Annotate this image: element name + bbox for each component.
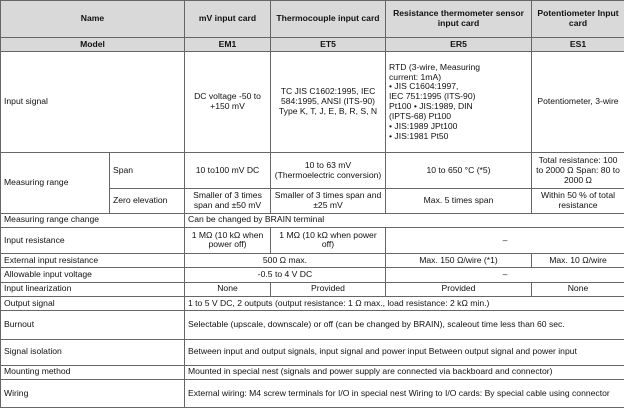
zero-elevation-es1: Within 50 % of total resistance xyxy=(532,189,624,214)
span-row xyxy=(1,153,624,189)
external-input-resistance-es1: Max. 10 Ω/wire xyxy=(532,253,624,267)
allowable-input-voltage-rest: – xyxy=(386,268,624,282)
signal-isolation-row xyxy=(1,340,624,366)
rtd-line: Pt100 • JIS:1989, DIN xyxy=(389,101,473,112)
input-linearization-es1: None xyxy=(532,282,624,296)
input-resistance-row xyxy=(1,228,624,254)
wiring-label: Wiring xyxy=(1,380,185,408)
zero-elevation-em1: Smaller of 3 times span and ±50 mV xyxy=(185,189,271,214)
input-signal-em1: DC voltage -50 to +150 mV xyxy=(185,52,271,153)
model-row xyxy=(1,38,624,52)
input-signal-et5: TC JIS C1602:1995, IEC 584:1995, ANSI (ITS-90) Type K, T, J, E, B, R, S, N xyxy=(271,52,386,153)
span-et5: 10 to 63 mV (Thermoelectric conversion) xyxy=(271,153,386,189)
output-signal-value: 1 to 5 V DC, 2 outputs (output resistance: 1 Ω max., load resistance: 2 kΩ min.) xyxy=(185,296,624,310)
model-er5: ER5 xyxy=(386,38,532,52)
input-signal-er5 xyxy=(386,52,532,153)
zero-elevation-label: Zero elevation xyxy=(110,189,185,214)
burnout-row xyxy=(1,311,624,340)
input-signal-row xyxy=(1,52,624,153)
model-es1: ES1 xyxy=(532,38,624,52)
allowable-input-voltage-label: Allowable input voltage xyxy=(1,268,185,282)
rtd-line: (IPTS-68) Pt100 xyxy=(389,111,452,122)
measuring-range-change-value: Can be changed by BRAIN terminal xyxy=(185,213,624,227)
rtd-line: • JIS:1989 JPt100 xyxy=(389,120,458,131)
burnout-value: Selectable (upscale, downscale) or off (can be changed by BRAIN), scaleout time less than 60 sec. xyxy=(185,311,624,340)
measuring-range-label: Measuring range xyxy=(1,153,110,214)
rtd-line: • JIS C1604:1997, xyxy=(389,81,459,92)
input-linearization-et5: Provided xyxy=(271,282,386,296)
input-resistance-et5: 1 MΩ (10 kΩ when power off) xyxy=(271,228,386,254)
burnout-label: Burnout xyxy=(1,311,185,340)
input-signal-es1: Potentiometer, 3-wire xyxy=(532,52,624,153)
wiring-row xyxy=(1,380,624,408)
header-em1: mV input card xyxy=(185,1,271,38)
allowable-input-voltage-row xyxy=(1,268,624,282)
output-signal-label: Output signal xyxy=(1,296,185,310)
header-name: Name xyxy=(1,1,185,38)
span-es1: Total resistance: 100 to 2000 Ω Span: 80 to 2000 Ω xyxy=(532,153,624,189)
zero-elevation-et5: Smaller of 3 times span and ±25 mV xyxy=(271,189,386,214)
header-es1: Potentiometer Input card xyxy=(532,1,624,38)
input-linearization-label: Input linearization xyxy=(1,282,185,296)
rtd-line: current: 1mA) xyxy=(389,71,442,82)
mounting-method-value: Mounted in special nest (signals and power supply are connected via backboard and connector) xyxy=(185,365,624,379)
input-resistance-label: Input resistance xyxy=(1,228,185,254)
output-signal-row xyxy=(1,296,624,310)
input-linearization-row xyxy=(1,282,624,296)
signal-isolation-value: Between input and output signals, input signal and power input Between output signal and power input xyxy=(185,340,624,366)
input-resistance-rest: – xyxy=(386,228,624,254)
external-input-resistance-er5: Max. 150 Ω/wire (*1) xyxy=(386,253,532,267)
measuring-range-change-label: Measuring range change xyxy=(1,213,185,227)
rtd-line: RTD (3-wire, Measuring xyxy=(389,61,481,72)
mounting-method-row xyxy=(1,365,624,379)
external-input-resistance-row xyxy=(1,253,624,267)
rtd-line: • JIS:1981 Pt50 xyxy=(389,130,449,141)
allowable-input-voltage-em1-et5: -0.5 to 4 V DC xyxy=(185,268,386,282)
input-linearization-er5: Provided xyxy=(386,282,532,296)
span-label: Span xyxy=(110,153,185,189)
header-row xyxy=(1,1,624,38)
span-er5: 10 to 650 °C (*5) xyxy=(386,153,532,189)
model-em1: EM1 xyxy=(185,38,271,52)
wiring-value: External wiring: M4 screw terminals for I/O in special nest Wiring to I/O cards: By special cable using connector xyxy=(185,380,624,408)
signal-isolation-label: Signal isolation xyxy=(1,340,185,366)
header-et5: Thermocouple input card xyxy=(271,1,386,38)
zero-elevation-er5: Max. 5 times span xyxy=(386,189,532,214)
model-et5: ET5 xyxy=(271,38,386,52)
span-em1: 10 to100 mV DC xyxy=(185,153,271,189)
input-resistance-em1: 1 MΩ (10 kΩ when power off) xyxy=(185,228,271,254)
mounting-method-label: Mounting method xyxy=(1,365,185,379)
external-input-resistance-label: External input resistance xyxy=(1,253,185,267)
external-input-resistance-em1-et5: 500 Ω max. xyxy=(185,253,386,267)
measuring-range-change-row xyxy=(1,213,624,227)
header-er5: Resistance thermometer sensor input card xyxy=(386,1,532,38)
model-label: Model xyxy=(1,38,185,52)
input-signal-label: Input signal xyxy=(1,52,185,153)
input-linearization-em1: None xyxy=(185,282,271,296)
rtd-line: IEC 751:1995 (ITS-90) xyxy=(389,91,476,102)
